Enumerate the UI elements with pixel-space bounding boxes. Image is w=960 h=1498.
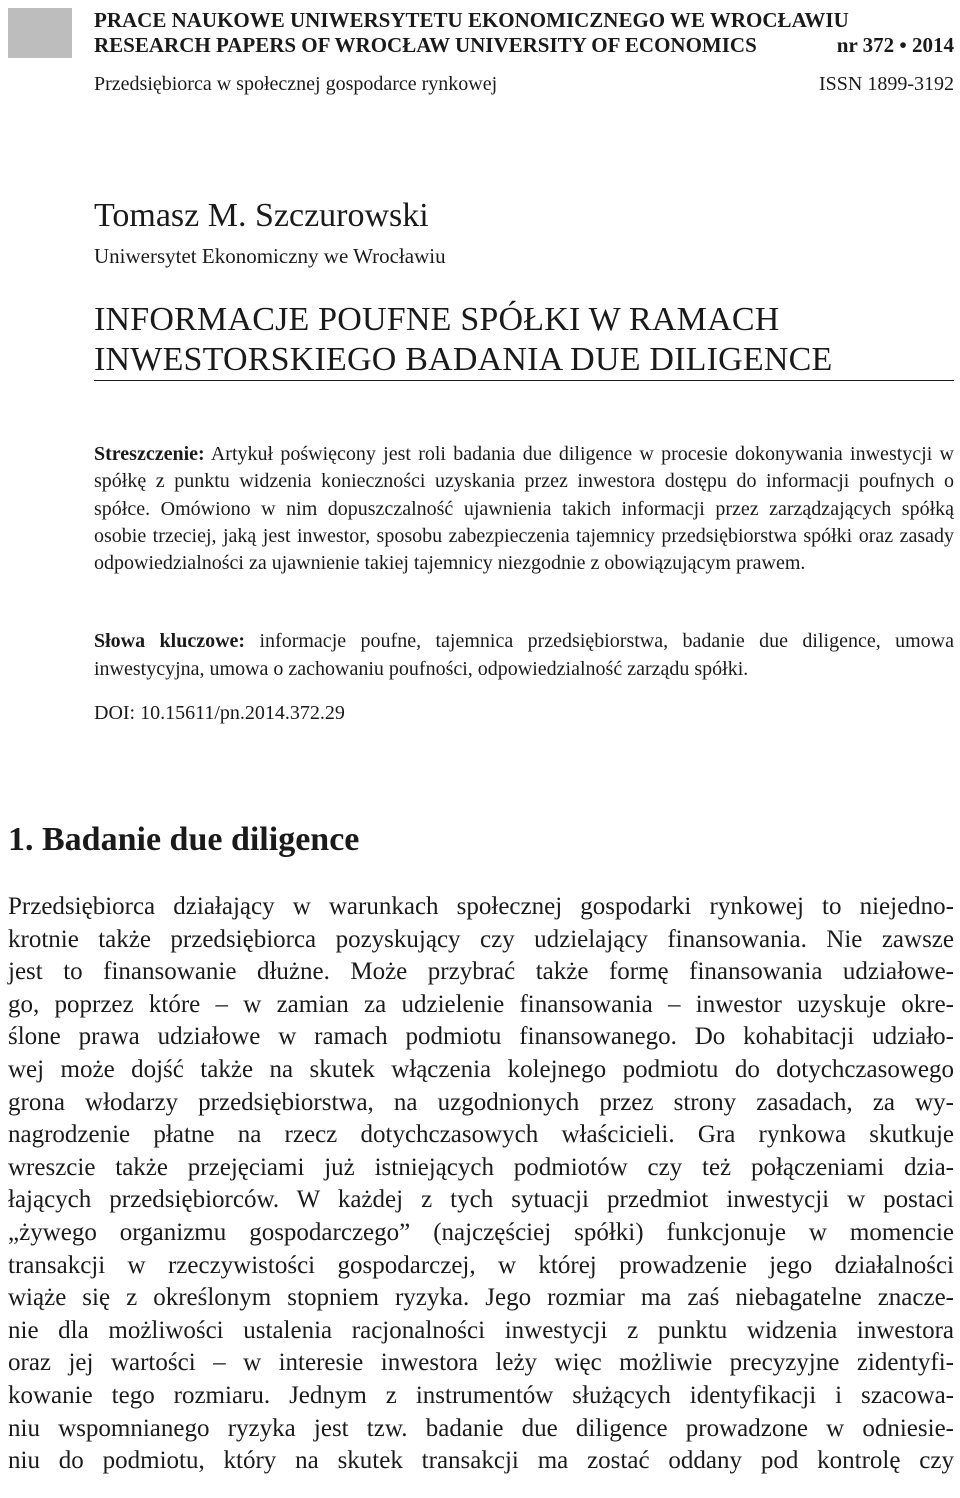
body-line: jest to finansowanie dłużne. Może przybrać także formę finansowania udziałowe- (8, 958, 954, 986)
issue-number: nr 372 • 2014 (836, 33, 954, 57)
abstract (94, 441, 954, 577)
abstract-label: Streszczenie: (94, 443, 205, 465)
body-line: wej może dojść także na skutek włączenia kolejnego podmiotu do dotychczasowego (8, 1055, 954, 1083)
body-line: nagrodzenie płatne na rzecz dotychczasowych właścicieli. Gra rynkowa skutkuje (8, 1121, 954, 1149)
paper-title (94, 300, 954, 380)
body-line: kowanie tego rozmiaru. Jednym z instrumentów służących identyfikacji i szacowa- (8, 1381, 954, 1409)
body-line: wiąże się z określonym stopniem ryzyka. Jego rozmiar ma zaś niebagatelne znacze- (8, 1284, 954, 1312)
journal-logo-block (8, 8, 72, 58)
issn: ISSN 1899-3192 (818, 73, 954, 95)
title-divider (94, 380, 954, 381)
body-line: niu wspomnianego ryzyka jest tzw. badanie due diligence prowadzone w odniesie- (8, 1414, 954, 1442)
body-line: nie dla możliwości ustalenia racjonalności inwestycji z punktu widzenia inwestora (8, 1316, 954, 1344)
body-line: go, poprzez które – w zamian za udzielenie finansowania – inwestor uzyskuje okre- (8, 990, 954, 1018)
volume-title: Przedsiębiorca w społecznej gospodarce rynkowej (94, 73, 498, 95)
section-heading: 1. Badanie due diligence (8, 821, 360, 858)
doi: DOI: 10.15611/pn.2014.372.29 (94, 702, 345, 724)
body-line: grona włodarzy przedsiębiorstwa, na uzgodnionych przez strony zasadach, za wy- (8, 1088, 954, 1116)
body-line: „żywego organizmu gospodarczego” (najczęściej spółki) funkcjonuje w momencie (8, 1218, 954, 1246)
abstract-text: Artykuł poświęcony jest roli badania due diligence w procesie dokonywania inwestycji w spółkę z punktu widzenia konieczności uzyskania przez inwestora dostępu do informacji poufnych o spółce. Omówiono w nim dopuszczalność ujawnienia takich informacji przez zarządzających spółką osobie trzeciej, jaką jest inwestor, sposobu zabezpieczenia tajemnicy przedsiębiorstwa spółki oraz zasady odpowiedzialności za ujawnienie takiej tajemnicy niezgodnie z obowiązującym prawem. (94, 443, 954, 575)
paper-title-line: INWESTORSKIEGO BADANIA DUE DILIGENCE (94, 341, 833, 378)
keywords (94, 628, 954, 683)
body-line: ślone prawa udziałowe w ramach podmiotu finansowanego. Do kohabitacji udziało- (8, 1023, 954, 1051)
keywords-text: informacje poufne, tajemnica przedsiębiorstwa, badanie due diligence, umowa inwestycyjna, umowa o zachowaniu poufności, odpowiedzialność zarządu spółki. (94, 630, 954, 680)
author-affiliation: Uniwersytet Ekonomiczny we Wrocławiu (94, 244, 446, 268)
body-line: transakcji w rzeczywistości gospodarczej, w której prowadzenie jego działalności (8, 1251, 954, 1279)
journal-name-en: RESEARCH PAPERS OF WROCŁAW UNIVERSITY OF ECONOMICS (94, 33, 757, 57)
body-line: wreszcie także przejęciami już istniejących podmiotów czy też połączeniami dzia- (8, 1153, 954, 1181)
body-line: niu do podmiotu, który na skutek transakcji ma zostać oddany pod kontrolę czy (8, 1447, 954, 1475)
journal-header (94, 8, 954, 58)
body-line: Przedsiębiorca działający w warunkach społecznej gospodarki rynkowej to niejedno- (8, 893, 954, 920)
body-line: oraz jej wartości – w interesie inwestora leży więc możliwie precyzyjne zidentyfi- (8, 1349, 954, 1377)
paper-title-line: INFORMACJE POUFNE SPÓŁKI W RAMACH (94, 301, 780, 338)
body-line: krotnie także przedsiębiorca pozyskujący czy udzielający finansowania. Nie zawsze (8, 925, 954, 953)
author-name: Tomasz M. Szczurowski (94, 197, 429, 234)
body-line: łających przedsiębiorców. W każdej z tych sytuacji przedmiot inwestycji w postaci (8, 1186, 954, 1214)
volume-line (94, 72, 954, 96)
keywords-label: Słowa kluczowe: (94, 630, 246, 652)
body-paragraph (8, 891, 954, 1478)
journal-name-pl: PRACE NAUKOWE UNIWERSYTETU EKONOMICZNEGO WE WROCŁAWIU (94, 8, 849, 32)
